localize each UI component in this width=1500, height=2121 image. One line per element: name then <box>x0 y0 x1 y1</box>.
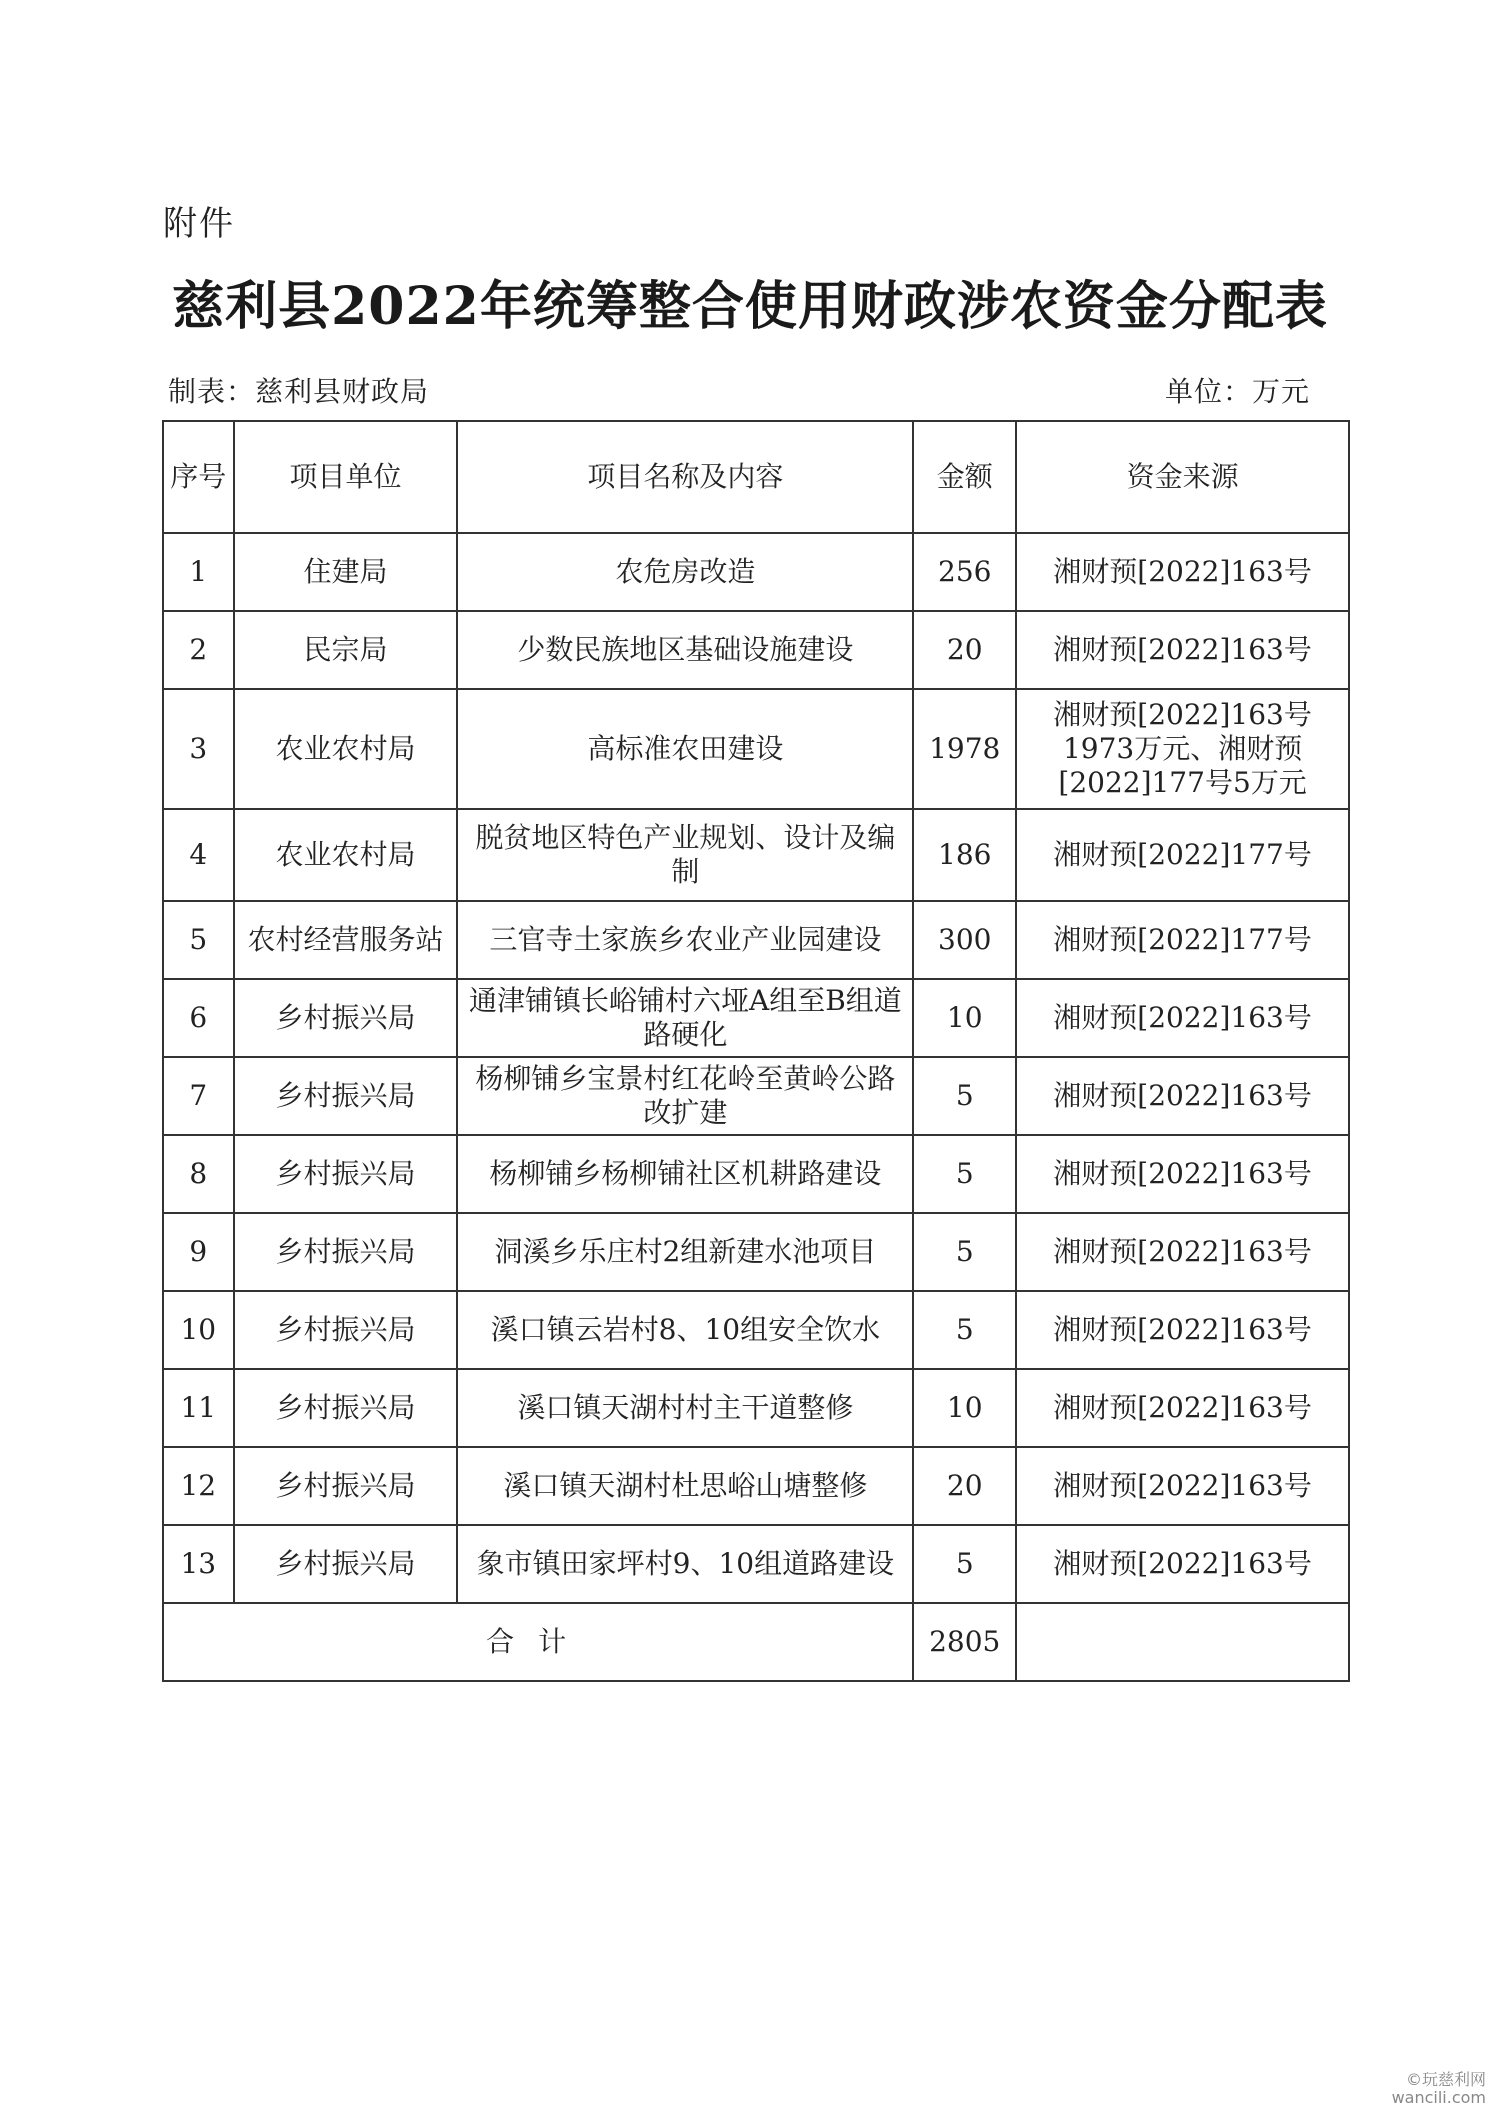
table-row <box>163 611 1349 689</box>
cell-amount: 20 <box>913 1447 1016 1525</box>
cell-unit: 乡村振兴局 <box>234 979 458 1057</box>
cell-source: 湘财预[2022]163号 <box>1016 611 1349 689</box>
cell-no: 8 <box>163 1135 234 1213</box>
column-header-no: 序号 <box>163 421 234 533</box>
cell-source: 湘财预[2022]163号 <box>1016 533 1349 611</box>
cell-name: 溪口镇云岩村8、10组安全饮水 <box>457 1291 913 1369</box>
cell-source: 湘财预[2022]163号 <box>1016 979 1349 1057</box>
table-row <box>163 901 1349 979</box>
cell-unit: 乡村振兴局 <box>234 1213 458 1291</box>
cell-no: 12 <box>163 1447 234 1525</box>
cell-no: 1 <box>163 533 234 611</box>
cell-unit: 乡村振兴局 <box>234 1525 458 1603</box>
column-header-source: 资金来源 <box>1016 421 1349 533</box>
table-row <box>163 809 1349 901</box>
watermark-domain: wancili.com <box>1391 2088 1486 2107</box>
cell-no: 11 <box>163 1369 234 1447</box>
cell-amount: 5 <box>913 1135 1016 1213</box>
cell-name: 象市镇田家坪村9、10组道路建设 <box>457 1525 913 1603</box>
cell-no: 5 <box>163 901 234 979</box>
table-unit: 单位：万元 <box>1164 375 1310 408</box>
table-row <box>163 1369 1349 1447</box>
cell-name: 三官寺土家族乡农业产业园建设 <box>457 901 913 979</box>
cell-name: 杨柳铺乡宝景村红花岭至黄岭公路改扩建 <box>457 1057 913 1135</box>
total-amount: 2805 <box>913 1603 1016 1681</box>
cell-no: 4 <box>163 809 234 901</box>
cell-amount: 5 <box>913 1525 1016 1603</box>
cell-amount: 256 <box>913 533 1016 611</box>
cell-name: 脱贫地区特色产业规划、设计及编制 <box>457 809 913 901</box>
cell-no: 7 <box>163 1057 234 1135</box>
table-header-row <box>163 421 1349 533</box>
cell-unit: 农村经营服务站 <box>234 901 458 979</box>
cell-name: 溪口镇天湖村杜思峪山塘整修 <box>457 1447 913 1525</box>
cell-name: 高标准农田建设 <box>457 689 913 809</box>
table-row <box>163 1135 1349 1213</box>
total-label: 合计 <box>163 1603 913 1681</box>
cell-amount: 1978 <box>913 689 1016 809</box>
cell-source: 湘财预[2022]177号 <box>1016 901 1349 979</box>
cell-name: 少数民族地区基础设施建设 <box>457 611 913 689</box>
cell-name: 农危房改造 <box>457 533 913 611</box>
document-title: 慈利县2022年统筹整合使用财政涉农资金分配表 <box>172 276 1328 337</box>
table-row <box>163 689 1349 809</box>
cell-amount: 300 <box>913 901 1016 979</box>
total-source <box>1016 1603 1349 1681</box>
cell-source: 湘财预[2022]163号 <box>1016 1213 1349 1291</box>
cell-source: 湘财预[2022]163号 <box>1016 1525 1349 1603</box>
table-row <box>163 1057 1349 1135</box>
cell-unit: 住建局 <box>234 533 458 611</box>
cell-no: 9 <box>163 1213 234 1291</box>
cell-no: 3 <box>163 689 234 809</box>
cell-amount: 186 <box>913 809 1016 901</box>
cell-source: 湘财预[2022]177号 <box>1016 809 1349 901</box>
cell-unit: 民宗局 <box>234 611 458 689</box>
cell-unit: 乡村振兴局 <box>234 1291 458 1369</box>
allocation-table <box>162 420 1350 1682</box>
cell-amount: 5 <box>913 1291 1016 1369</box>
cell-amount: 20 <box>913 611 1016 689</box>
table-row <box>163 1213 1349 1291</box>
cell-unit: 乡村振兴局 <box>234 1135 458 1213</box>
cell-unit: 乡村振兴局 <box>234 1057 458 1135</box>
column-header-amount: 金额 <box>913 421 1016 533</box>
cell-unit: 乡村振兴局 <box>234 1447 458 1525</box>
cell-no: 13 <box>163 1525 234 1603</box>
cell-source: 湘财预[2022]163号 <box>1016 1135 1349 1213</box>
column-header-name: 项目名称及内容 <box>457 421 913 533</box>
cell-no: 10 <box>163 1291 234 1369</box>
column-header-unit: 项目单位 <box>234 421 458 533</box>
cell-source: 湘财预[2022]163号 <box>1016 1057 1349 1135</box>
attachment-label: 附件 <box>163 204 235 244</box>
total-row <box>163 1603 1349 1681</box>
site-watermark <box>1392 2071 1486 2107</box>
cell-amount: 10 <box>913 1369 1016 1447</box>
cell-source: 湘财预[2022]163号1973万元、湘财预[2022]177号5万元 <box>1016 689 1349 809</box>
cell-amount: 5 <box>913 1057 1016 1135</box>
cell-no: 6 <box>163 979 234 1057</box>
table-row <box>163 1525 1349 1603</box>
cell-source: 湘财预[2022]163号 <box>1016 1447 1349 1525</box>
allocation-table-container <box>162 420 1350 1682</box>
cell-unit: 农业农村局 <box>234 809 458 901</box>
cell-name: 溪口镇天湖村村主干道整修 <box>457 1369 913 1447</box>
cell-no: 2 <box>163 611 234 689</box>
cell-name: 通津铺镇长峪铺村六垭A组至B组道路硬化 <box>457 979 913 1057</box>
table-row <box>163 1291 1349 1369</box>
cell-unit: 农业农村局 <box>234 689 458 809</box>
table-row <box>163 979 1349 1057</box>
cell-source: 湘财预[2022]163号 <box>1016 1291 1349 1369</box>
cell-amount: 5 <box>913 1213 1016 1291</box>
cell-name: 洞溪乡乐庄村2组新建水池项目 <box>457 1213 913 1291</box>
cell-name: 杨柳铺乡杨柳铺社区机耕路建设 <box>457 1135 913 1213</box>
cell-amount: 10 <box>913 979 1016 1057</box>
watermark-name: ©玩慈利网 <box>1405 2070 1486 2089</box>
table-row <box>163 533 1349 611</box>
cell-source: 湘财预[2022]163号 <box>1016 1369 1349 1447</box>
table-maker: 制表：慈利县财政局 <box>168 375 430 408</box>
cell-unit: 乡村振兴局 <box>234 1369 458 1447</box>
table-row <box>163 1447 1349 1525</box>
